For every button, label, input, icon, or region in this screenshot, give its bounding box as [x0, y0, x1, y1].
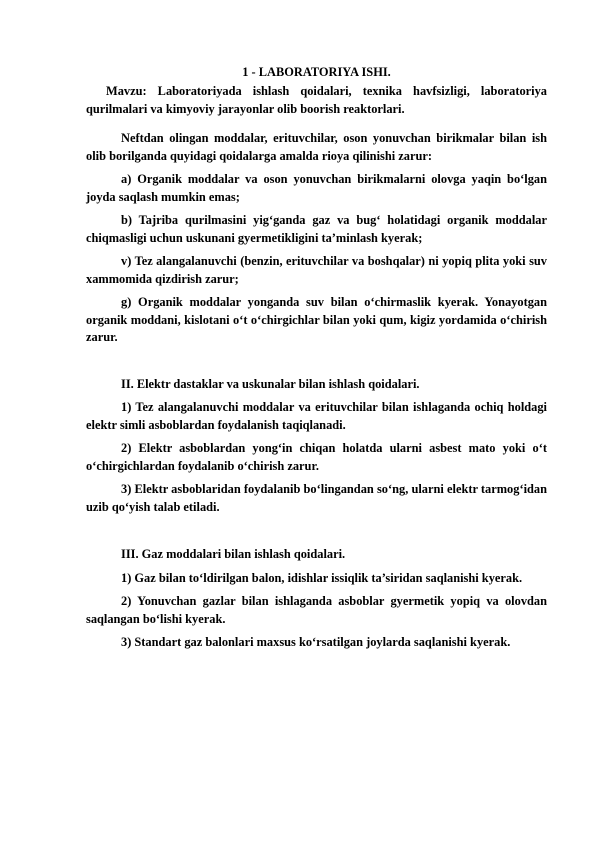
- section3-heading: III. Gaz moddalari bilan ishlash qoidalari.: [121, 547, 346, 561]
- page-title: 1 - LABORATORIYA ISHI.: [242, 65, 391, 79]
- section1-intro: Neftdan olingan moddalar, erituvchilar, oson yonuvchan birikmalar bilan ish olib borilganda quyidagi qoidalarga amalda rioya qilinishi zarur:: [86, 131, 547, 163]
- section3-rule-3: 3) Standart gaz balonlari maxsus ko‘rsatilgan joylarda saqlanishi kyerak.: [121, 635, 511, 649]
- section2-rule-2: 2) Elektr asboblardan yong‘in chiqan holatda ularni asbest mato yoki o‘t o‘chirgichlardan foydalanib o‘chirish zarur.: [86, 441, 547, 473]
- section1-rule-b: b) Tajriba qurilmasini yig‘ganda gaz va bug‘ holatidagi organik moddalar chiqmasligi uchun uskunani gyermetikligini ta’minlash kyerak;: [86, 213, 547, 245]
- section1-rule-a: a) Organik moddalar va oson yonuvchan birikmalarni olovga yaqin bo‘lgan joyda saqlash mumkin emas;: [86, 172, 547, 204]
- section2-rule-3: 3) Elektr asboblaridan foydalanib bo‘lingandan so‘ng, ularni elektr tarmog‘idan uzib qo‘yish talab etiladi.: [86, 482, 547, 514]
- spacer: [86, 353, 547, 376]
- document-page: [86, 64, 547, 658]
- spacer: [86, 522, 547, 546]
- topic-paragraph: Mavzu: Laboratoriyada ishlash qoidalari, texnika havfsizligi, laboratoriya qurilmalari va kimyoviy jarayonlar olib boorish reaktorlari.: [86, 84, 547, 116]
- section1-rule-g: g) Organik moddalar yonganda suv bilan o‘chirmaslik kyerak. Yonayotgan organik moddani, kislotani o‘t o‘chirgichlar bilan yoki qum, kigiz yordamida o‘chirish zarur.: [86, 295, 547, 344]
- section2-heading: II. Elektr dastaklar va uskunalar bilan ishlash qoidalari.: [121, 376, 420, 391]
- section1-rule-v: v) Tez alangalanuvchi (benzin, erituvchilar va boshqalar) ni yopiq plita yoki suv xammomida qizdirish zarur;: [86, 254, 547, 286]
- section3-rule-1: 1) Gaz bilan to‘ldirilgan balon, idishlar issiqlik ta’siridan saqlanishi kyerak.: [121, 570, 523, 585]
- section2-rule-1: 1) Tez alangalanuvchi moddalar va erituvchilar bilan ishlaganda ochiq holdagi elektr simli asboblardan foydalanish taqiqlanadi.: [86, 400, 547, 432]
- section3-rule-2: 2) Yonuvchan gazlar bilan ishlaganda asboblar gyermetik yopiq va olovdan saqlangan bo‘lishi kyerak.: [86, 594, 547, 626]
